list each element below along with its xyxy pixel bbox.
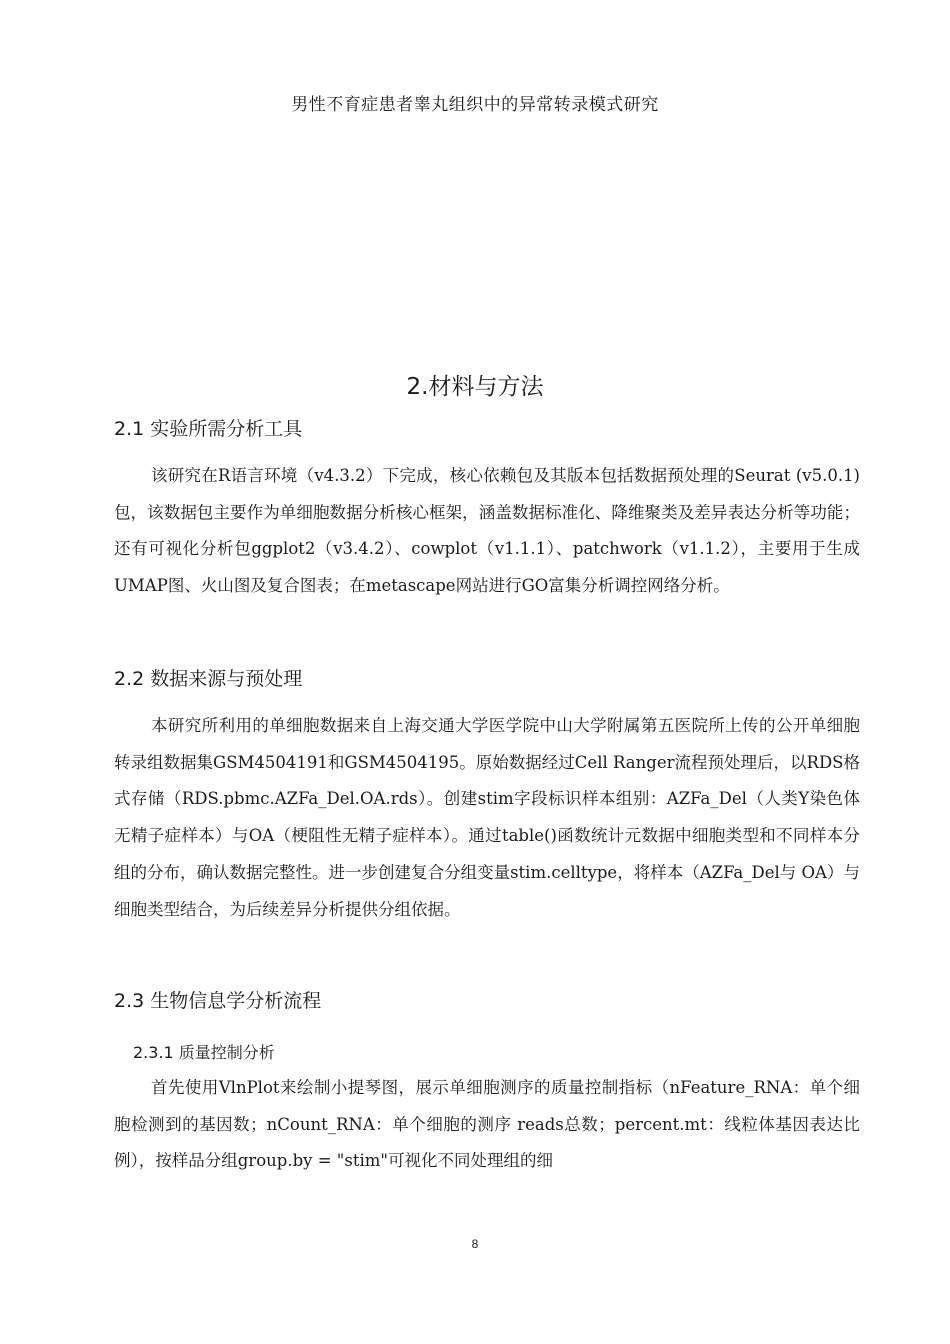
- section-2-3-1-paragraph: 首先使用VlnPlot来绘制小提琴图，展示单细胞测序的质量控制指标（nFeature_RNA：单个细胞检测到的基因数；nCount_RNA：单个细胞的测序 reads总数；percent.mt：线粒体基因表达比例），按样品分组group.by = "stim"可视化不同处理组的细: [114, 1078, 860, 1171]
- chapter-title: 2.材料与方法: [406, 374, 544, 400]
- section-heading-2-1: 2.1 实验所需分析工具: [114, 418, 303, 440]
- subsection-heading-2-3-1: 2.3.1 质量控制分析: [133, 1043, 275, 1062]
- running-header: 男性不育症患者睾丸组织中的异常转录模式研究: [291, 95, 659, 115]
- section-heading-2-2: 2.2 数据来源与预处理: [114, 668, 303, 690]
- page-number: 8: [471, 1237, 479, 1251]
- section-2-1-paragraph: 该研究在R语言环境（v4.3.2）下完成，核心依赖包及其版本包括数据预处理的Seurat (v5.0.1)包，该数据包主要作为单细胞数据分析核心框架，涵盖数据标准化、降维聚类及差异表达分析等功能；还有可视化分析包ggplot2（v3.4.2）、cowplot（v1.1.1）、patchwork（v1.1.2），主要用于生成UMAP图、火山图及复合图表；在metascape网站进行GO富集分析调控网络分析。: [114, 466, 860, 596]
- section-2-2-paragraph: 本研究所利用的单细胞数据来自上海交通大学医学院中山大学附属第五医院所上传的公开单细胞转录组数据集GSM4504191和GSM4504195。原始数据经过Cell Ranger流程预处理后，以RDS格式存储（RDS.pbmc.AZFa_Del.OA.rds）。创建stim字段标识样本组别：AZFa_Del（人类Y染色体无精子症样本）与OA（梗阻性无精子症样本）。通过table()函数统计元数据中细胞类型和不同样本分组的分布，确认数据完整性。进一步创建复合分组变量stim.celltype，将样本（AZFa_Del与 OA）与细胞类型结合，为后续差异分析提供分组依据。: [114, 716, 860, 919]
- section-heading-2-3: 2.3 生物信息学分析流程: [114, 990, 322, 1012]
